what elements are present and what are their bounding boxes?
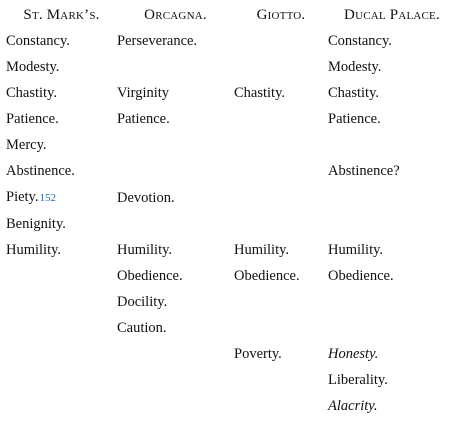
cell-giotto <box>234 184 328 211</box>
cell-giotto <box>234 28 328 54</box>
virtue-text: Patience. <box>328 111 381 127</box>
virtue-text: Poverty. <box>234 346 282 362</box>
footnote-marker[interactable]: 152 <box>39 192 56 204</box>
virtue-text: Humility. <box>328 242 384 258</box>
virtue-text: Modesty. <box>6 59 60 75</box>
cell-ducal-palace <box>328 106 456 132</box>
cell-ducal-palace <box>328 132 456 158</box>
cell-ducal-palace <box>328 158 456 184</box>
table-row <box>6 184 456 211</box>
cell-giotto <box>234 341 328 367</box>
cell-ducal-palace <box>328 315 456 341</box>
table-row <box>6 54 456 80</box>
table-row <box>6 106 456 132</box>
cell-orcagna <box>117 237 234 263</box>
table-row <box>6 211 456 237</box>
cell-giotto <box>234 237 328 263</box>
table-row <box>6 263 456 289</box>
cell-ducal-palace <box>328 80 456 106</box>
cell-st-marks <box>6 106 117 132</box>
virtues-comparison-table <box>6 2 456 419</box>
table-row <box>6 28 456 54</box>
table-row <box>6 341 456 367</box>
cell-st-marks <box>6 54 117 80</box>
cell-giotto <box>234 315 328 341</box>
virtue-text: Devotion. <box>117 189 175 206</box>
cell-orcagna <box>117 158 234 184</box>
virtue-text: Obedience. <box>328 268 394 284</box>
cell-orcagna <box>117 184 234 211</box>
cell-ducal-palace <box>328 184 456 211</box>
cell-orcagna <box>117 106 234 132</box>
column-header-st-marks: St. Mark’s. <box>23 7 100 23</box>
table-row <box>6 315 456 341</box>
table-row <box>6 132 456 158</box>
cell-ducal-palace <box>328 367 456 393</box>
virtue-text: Virginity <box>117 85 170 101</box>
cell-giotto <box>234 80 328 106</box>
cell-st-marks <box>6 289 117 315</box>
virtue-text: Obedience. <box>234 268 300 284</box>
cell-ducal-palace <box>328 54 456 80</box>
cell-st-marks <box>6 341 117 367</box>
cell-giotto <box>234 263 328 289</box>
virtue-text: Chastity. <box>328 85 380 101</box>
cell-orcagna <box>117 54 234 80</box>
cell-st-marks <box>6 184 117 211</box>
cell-ducal-palace <box>328 211 456 237</box>
cell-orcagna <box>117 211 234 237</box>
virtue-text: Patience. <box>6 111 59 127</box>
cell-ducal-palace <box>328 289 456 315</box>
cell-orcagna <box>117 341 234 367</box>
cell-ducal-palace <box>328 28 456 54</box>
cell-st-marks <box>6 28 117 54</box>
cell-ducal-palace <box>328 341 456 367</box>
virtue-text: Constancy. <box>328 33 392 49</box>
table-row <box>6 80 456 106</box>
cell-st-marks <box>6 315 117 341</box>
column-header-giotto: Giotto. <box>256 7 306 23</box>
cell-giotto <box>234 367 328 393</box>
cell-orcagna <box>117 80 234 106</box>
cell-orcagna <box>117 367 234 393</box>
cell-ducal-palace <box>328 393 456 419</box>
virtue-text: Piety. <box>6 189 39 205</box>
cell-giotto <box>234 54 328 80</box>
cell-orcagna <box>117 263 234 289</box>
virtue-text: Liberality. <box>328 372 388 388</box>
virtue-text: Modesty. <box>328 59 382 75</box>
cell-giotto <box>234 211 328 237</box>
table-row <box>6 158 456 184</box>
column-header-orcagna: Orcagna. <box>144 7 207 23</box>
virtue-text: Abstinence? <box>328 163 400 179</box>
virtue-text: Mercy. <box>6 137 47 153</box>
cell-st-marks <box>6 367 117 393</box>
cell-giotto <box>234 158 328 184</box>
cell-giotto <box>234 393 328 419</box>
virtue-text: Docility. <box>117 294 168 310</box>
cell-giotto <box>234 132 328 158</box>
column-header-ducal-palace: Ducal Palace. <box>344 7 440 23</box>
virtue-text: Perseverance. <box>117 33 198 49</box>
table-row <box>6 289 456 315</box>
cell-orcagna <box>117 289 234 315</box>
virtue-text: Constancy. <box>6 33 70 49</box>
virtue-text: Humility. <box>6 242 62 258</box>
cell-st-marks <box>6 132 117 158</box>
cell-st-marks <box>6 211 117 237</box>
cell-st-marks <box>6 393 117 419</box>
cell-st-marks <box>6 158 117 184</box>
cell-orcagna <box>117 315 234 341</box>
virtue-text: Chastity. <box>6 85 58 101</box>
virtue-text: Alacrity. <box>328 398 378 414</box>
cell-orcagna <box>117 132 234 158</box>
virtue-text: Obedience. <box>117 268 183 284</box>
table-row <box>6 237 456 263</box>
virtue-text: Benignity. <box>6 216 66 232</box>
virtue-text: Humility. <box>234 242 290 258</box>
virtue-text: Caution. <box>117 320 167 336</box>
cell-st-marks <box>6 237 117 263</box>
virtue-text: Patience. <box>117 111 170 127</box>
table-body <box>6 28 456 419</box>
header-row <box>6 2 456 28</box>
virtue-text: Honesty. <box>328 346 379 362</box>
table-row <box>6 367 456 393</box>
cell-orcagna <box>117 28 234 54</box>
cell-st-marks <box>6 263 117 289</box>
cell-ducal-palace <box>328 263 456 289</box>
cell-giotto <box>234 289 328 315</box>
cell-ducal-palace <box>328 237 456 263</box>
virtue-text: Chastity. <box>234 85 286 101</box>
cell-orcagna <box>117 393 234 419</box>
virtue-text: Abstinence. <box>6 163 75 179</box>
cell-giotto <box>234 106 328 132</box>
cell-st-marks <box>6 80 117 106</box>
virtue-text: Humility. <box>117 242 173 258</box>
table-row <box>6 393 456 419</box>
table-header <box>6 2 456 28</box>
